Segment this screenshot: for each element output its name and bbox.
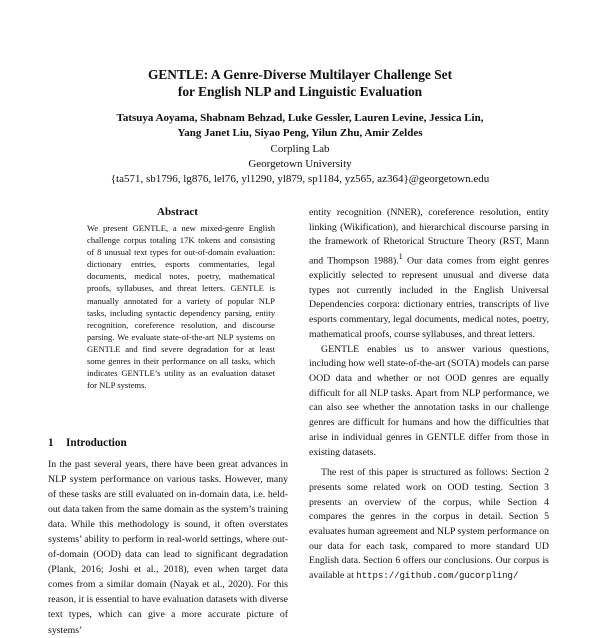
- authors-line-2: Yang Janet Liu, Siyao Peng, Yilun Zhu, Amir Zeldes: [177, 127, 423, 139]
- university-name: Georgetown University: [248, 158, 352, 170]
- author-emails: {ta571, sb1796, lg876, lel76, yl1290, yl879, sp1184, yz565, az364}@georgetown.edu: [110, 173, 490, 185]
- right-paragraph-1-cont: Our data comes from eight genres explicitly selected to represent unusual and diverse data types not currently included in the English Universal Dependencies corpora: dictionary entries, transcripts of live esports commentary, legal documents, medical notes, poetry, mathematical proofs, course syllabuses, and threat letters.: [309, 255, 549, 340]
- title-line-2: for English NLP and Linguistic Evaluation: [177, 84, 423, 99]
- right-paragraph-2: GENTLE enables us to answer various questions, including how well state-of-the-art (SOTA) models can parse OOD data and whether or not OOD genres are equally difficult for all NLP tasks. Apart from NLP performance, we can also see whether the annotation tasks in our challenge genres are difficult for humans and how the difficulties that arise in individual genres in GENTLE differ from those in existing datasets.: [309, 343, 549, 458]
- lab-name: Corpling Lab: [270, 143, 330, 155]
- right-paragraph-1: [309, 206, 549, 343]
- authors-line-1: Tatsuya Aoyama, Shabnam Behzad, Luke Gessler, Lauren Levine, Jessica Lin,: [116, 112, 484, 124]
- right-paragraph-1-start: entity recognition (NNER), coreference resolution, entity linking (Wikification), and hierarchical discourse parsing in the framework of Rhetorical Structure Theory (RST, Mann and Thompson 1988).: [309, 207, 549, 267]
- author-list: [40, 111, 560, 141]
- paper-title: [60, 66, 540, 100]
- right-column: [309, 206, 549, 584]
- right-paragraph-3: [309, 466, 549, 584]
- corpus-url-link[interactable]: https://github.com/gucorpling/: [356, 571, 519, 582]
- title-line-1: GENTLE: A Genre-Diverse Multilayer Challenge Set: [147, 67, 453, 82]
- section-title: Introduction: [66, 437, 127, 449]
- right-paragraph-3-text: The rest of this paper is structured as follows: Section 2 presents some related work on OOD testing. Section 3 presents an overview of the corpus, while Section 4 compares the genres in the corpus in detail. Section 5 evaluates human agreement and NLP system performance on our data for each task, compared to more standard UD English data. Section 6 offers our conclusions. Our corpus is available at: [309, 467, 549, 582]
- abstract-heading: Abstract: [157, 206, 198, 218]
- affiliation: [40, 142, 560, 187]
- footnote-mark: 1: [398, 252, 403, 262]
- introduction-text: In the past several years, there have been great advances in NLP system performance on various tasks. However, many of these tasks are still evaluated on in-domain data, i.e. held-out data taken from the same domain as the system’s training data. While this methodology is sound, it often overstates systems’ ability to perform in real-world settings, where out-of-domain (OOD) data can lead to significant degradation (Plank, 2016; Joshi et al., 2018), even when target data comes from a similar domain (Nayak et al., 2020). For this reason, it is essential to have evaluation datasets with diverse text types, which can give a more accurate picture of systems’: [48, 459, 288, 636]
- section-heading-introduction: [48, 437, 127, 449]
- abstract-text: We present GENTLE, a new mixed-genre English challenge corpus totaling 17K tokens and consisting of 8 unusual text types for out-of-domain evaluation: dictionary entries, esports commentaries, legal documents, medical notes, poetry, mathematical proofs, syllabuses, and threat letters. GENTLE is manually annotated for a variety of popular NLP tasks, including syntactic dependency parsing, entity recognition, coreference resolution, and discourse parsing. We evaluate state-of-the-art NLP systems on GENTLE and find severe degradation for at least some genres in their performance on all tasks, which indicates GENTLE’s utility as an evaluation dataset for NLP systems.: [87, 223, 275, 391]
- section-number: 1: [48, 437, 54, 449]
